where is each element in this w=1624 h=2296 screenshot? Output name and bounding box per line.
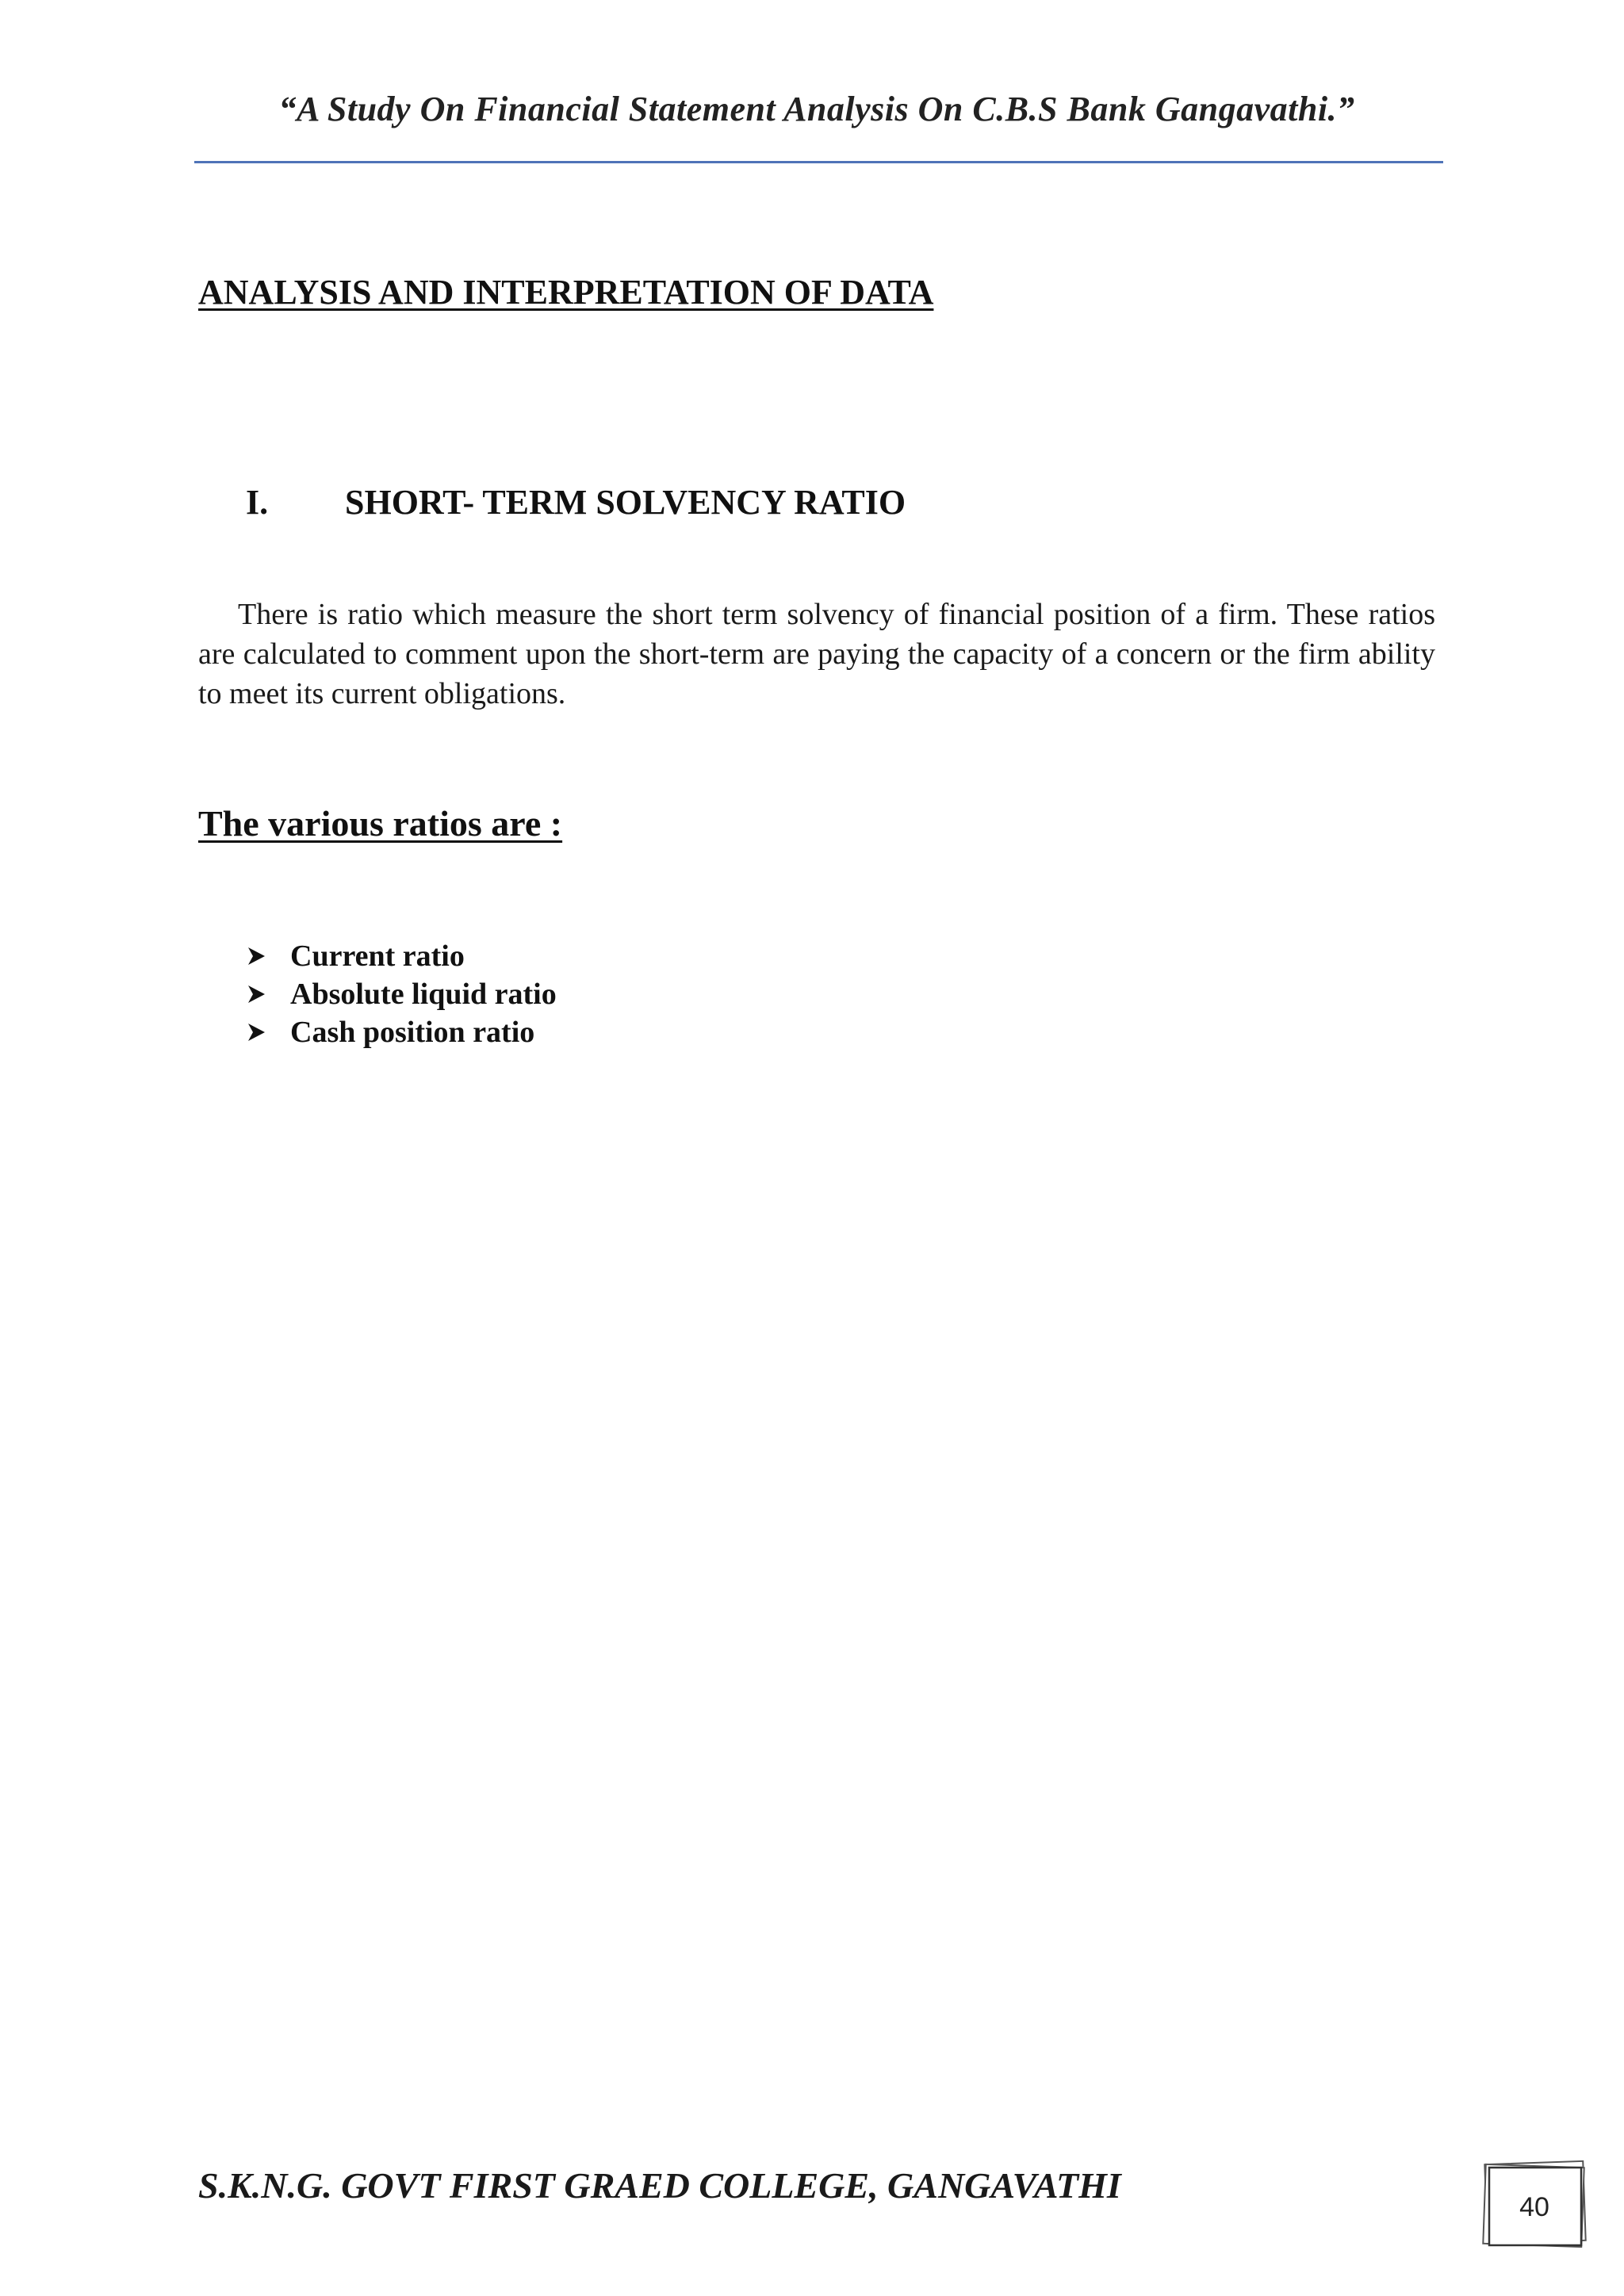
list-item — [246, 975, 557, 1013]
page-number: 40 — [1519, 2191, 1549, 2222]
document-running-title: “A Study On Financial Statement Analysis On C.B.S Bank Gangavathi.” — [278, 90, 1355, 128]
ratio-label: Absolute liquid ratio — [290, 978, 557, 1011]
arrow-bullet-icon — [246, 1022, 266, 1043]
subsection-number: I. — [246, 483, 269, 522]
list-item — [246, 937, 557, 975]
ratios-list — [246, 937, 557, 1051]
section-heading: ANALYSIS AND INTERPRETATION OF DATA — [198, 273, 934, 312]
body-paragraph — [198, 595, 1435, 714]
ratios-heading: The various ratios are : — [198, 803, 563, 844]
page-number-box — [1475, 2156, 1594, 2252]
footer-college-name: S.K.N.G. GOVT FIRST GRAED COLLEGE, GANGAVATHI — [198, 2165, 1121, 2206]
ratio-label: Current ratio — [290, 939, 465, 973]
arrow-bullet-icon — [246, 946, 266, 966]
list-item — [246, 1013, 557, 1051]
arrow-bullet-icon — [246, 984, 266, 1004]
paragraph-text: There is ratio which measure the short term solvency of financial position of a firm. These ratios are calculated to comment upon the short-term are paying the capacity of a concern or the firm ability to meet its current obligations. — [198, 598, 1435, 710]
subsection-title: SHORT- TERM SOLVENCY RATIO — [345, 483, 906, 522]
ratio-label: Cash position ratio — [290, 1016, 535, 1049]
header-divider — [194, 161, 1443, 163]
